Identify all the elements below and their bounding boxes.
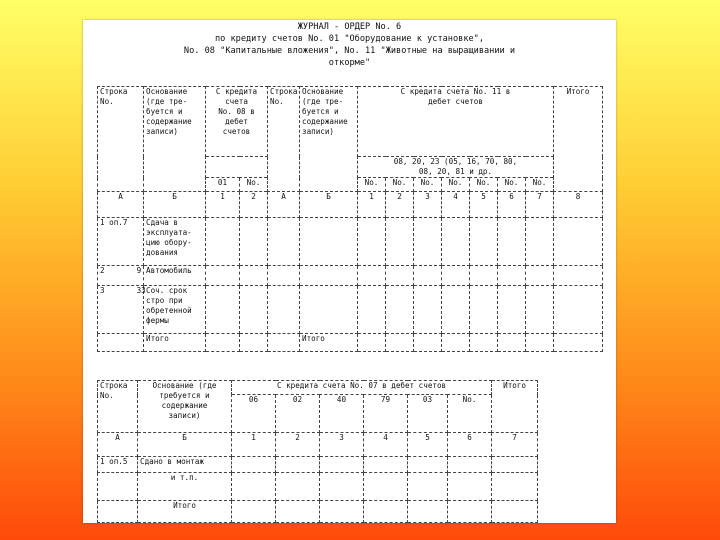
header-credit-11-accounts: 08, 20, 23 (05, 16, 70, 80, 08, 20, 81 и др. bbox=[358, 157, 554, 178]
t2-total-label: Итого bbox=[138, 501, 232, 523]
t2-index-cell: 6 bbox=[448, 433, 492, 457]
row-basis: Автомобиль bbox=[144, 266, 206, 286]
header-col2-1: No. bbox=[358, 178, 386, 192]
t2-index-cell: 3 bbox=[320, 433, 364, 457]
t2-index-cell: 2 bbox=[276, 433, 320, 457]
header-basis-2: Основание (где тре- буется и содержание записи) bbox=[300, 87, 358, 192]
t2-header-col: 40 bbox=[320, 395, 364, 433]
header-credit-08: С кредита счета No. 08 в дебет счетов bbox=[206, 87, 268, 157]
index-cell: Б bbox=[144, 192, 206, 218]
header-row-number-2: Строка No. bbox=[268, 87, 300, 192]
t2-index-cell: 5 bbox=[408, 433, 448, 457]
journal-table-account-07 bbox=[97, 380, 538, 523]
header-col2-2: No. bbox=[386, 178, 414, 192]
table-row bbox=[98, 218, 603, 266]
table-row bbox=[98, 457, 538, 473]
t2-index-cell: 1 bbox=[232, 433, 276, 457]
row-basis: Соч. срок стро при обретенной фермы bbox=[144, 286, 206, 334]
t2-index-cell: А bbox=[98, 433, 138, 457]
total-row bbox=[98, 501, 538, 523]
row-basis: Сдача в эксплуата- цию обору- дования bbox=[144, 218, 206, 266]
journal-subtitle-line-1: по кредиту счетов No. 01 "Оборудование к установке", bbox=[214, 34, 485, 44]
journal-subtitle-line-3: откорме" bbox=[328, 58, 371, 68]
header-col-01: 01 bbox=[206, 178, 240, 192]
header-row-number: Строка No. bbox=[98, 87, 144, 192]
index-cell: 2 bbox=[240, 192, 268, 218]
index-cell: А bbox=[98, 192, 144, 218]
table-row bbox=[98, 286, 603, 334]
t2-row-basis: Сдано в монтаж bbox=[138, 457, 232, 473]
index-cell: 2 bbox=[386, 192, 414, 218]
row-number: 2 9 bbox=[98, 266, 144, 286]
index-cell: Б bbox=[300, 192, 358, 218]
index-cell: 1 bbox=[206, 192, 240, 218]
index-cell: 3 bbox=[414, 192, 442, 218]
journal-table-main bbox=[97, 86, 603, 352]
index-cell: 8 bbox=[554, 192, 603, 218]
header-col-no: No. bbox=[240, 178, 268, 192]
total-label: Итого bbox=[144, 334, 206, 352]
header-col2-5: No. bbox=[470, 178, 498, 192]
t2-index-cell: 7 bbox=[492, 433, 538, 457]
t2-header-col: 02 bbox=[276, 395, 320, 433]
index-cell: 6 bbox=[498, 192, 526, 218]
t2-row-number: 1 оп.5 bbox=[98, 457, 138, 473]
row-number: 3 33 bbox=[98, 286, 144, 334]
total-label-2: Итого bbox=[300, 334, 358, 352]
table-row bbox=[98, 266, 603, 286]
header-credit-11: С кредита счета No. 11 в дебет счетов bbox=[358, 87, 554, 157]
header-total: Итого bbox=[554, 87, 603, 192]
t2-header-col: 79 bbox=[364, 395, 408, 433]
t2-header-col: 03 bbox=[408, 395, 448, 433]
header-col2-6: No. bbox=[498, 178, 526, 192]
t2-index-cell: Б bbox=[138, 433, 232, 457]
t2-header-row-number: Строка No. bbox=[98, 381, 138, 433]
total-row bbox=[98, 334, 603, 352]
t2-index-cell: 4 bbox=[364, 433, 408, 457]
header-credit-08-blank bbox=[206, 157, 268, 178]
t2-row-number bbox=[98, 473, 138, 501]
t2-header-col: 06 bbox=[232, 395, 276, 433]
journal-order-sheet bbox=[83, 20, 616, 523]
header-basis: Основание (где тре- буется и содержание записи) bbox=[144, 87, 206, 192]
index-cell: А bbox=[268, 192, 300, 218]
index-cell: 7 bbox=[526, 192, 554, 218]
t2-row-basis: и т.п. bbox=[138, 473, 232, 501]
t2-header-credit-07: С кредита счета No. 07 в дебет счетов bbox=[232, 381, 492, 395]
row-number: 1 оп.7 bbox=[98, 218, 144, 266]
index-cell: 1 bbox=[358, 192, 386, 218]
journal-title: ЖУРНАЛ - ОРДЕР No. 6 bbox=[297, 22, 402, 32]
t2-header-basis: Основание (где требуется и содержание записи) bbox=[138, 381, 232, 433]
index-cell: 5 bbox=[470, 192, 498, 218]
journal-subtitle-line-2: No. 08 "Капитальные вложения", No. 11 "Животные на выращивании и bbox=[183, 46, 516, 56]
header-col2-4: No. bbox=[442, 178, 470, 192]
t2-header-col: No. bbox=[448, 395, 492, 433]
header-col2-3: No. bbox=[414, 178, 442, 192]
table-row bbox=[98, 473, 538, 501]
t2-header-total: Итого bbox=[492, 381, 538, 433]
header-col2-7: No. bbox=[526, 178, 554, 192]
index-cell: 4 bbox=[442, 192, 470, 218]
